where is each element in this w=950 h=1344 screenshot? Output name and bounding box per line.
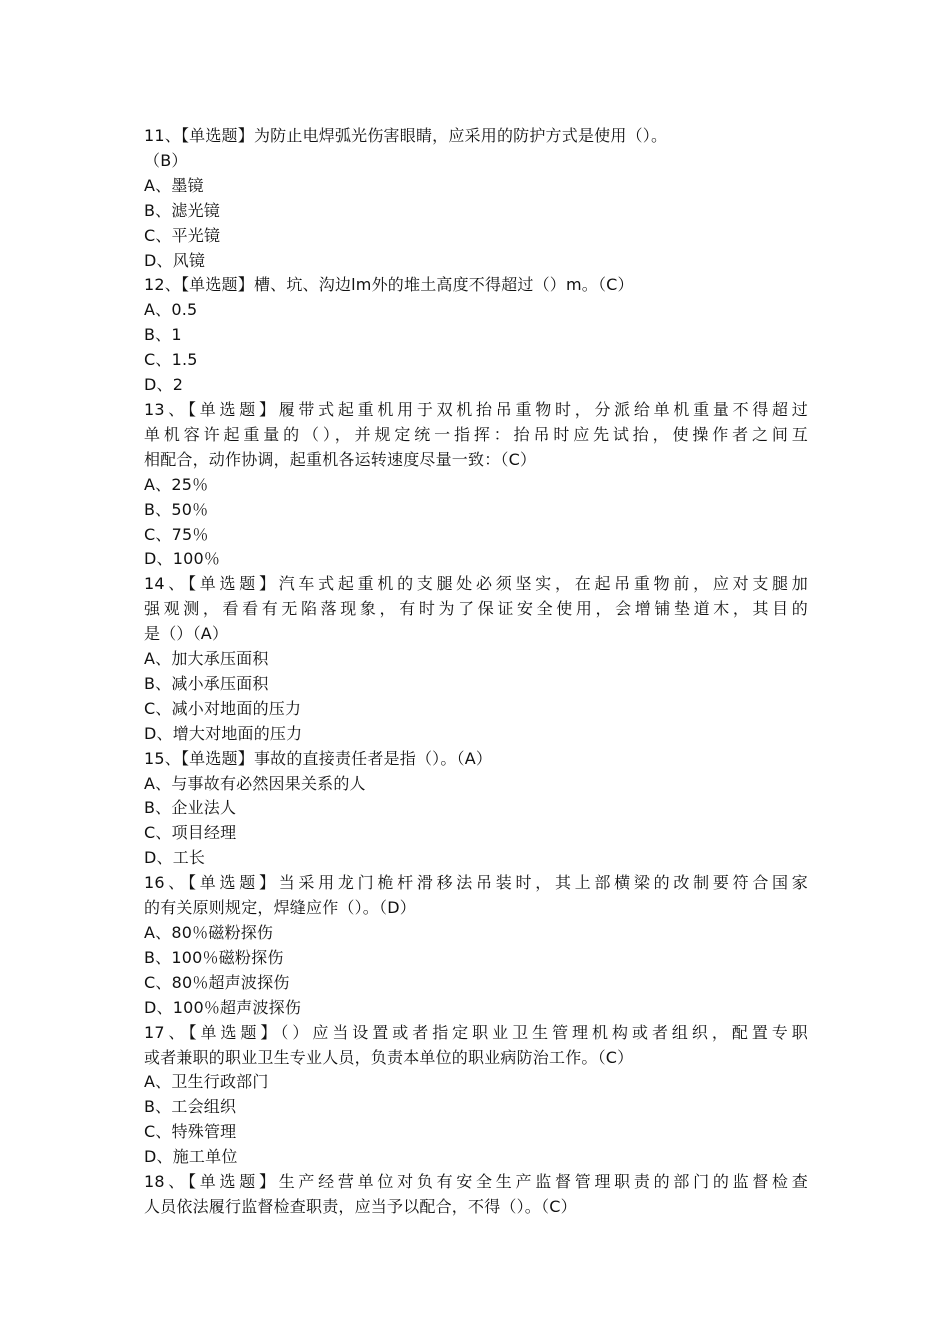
answer-option: A、0.5 [144,300,198,320]
question-text-line: 单机容许起重量的（），并规定统一指挥：抬吊时应先试抬，使操作者之间互 [144,424,808,444]
question-item [144,1021,808,1170]
question-text-line: 的有关原则规定，焊缝应作（）。（D） [144,898,416,918]
question-text-line: 18、【单选题】生产经营单位对负有安全生产监督管理职责的部门的监督检查 [144,1172,808,1192]
answer-option: B、工会组织 [144,1097,237,1117]
question-text-line: 或者兼职的职业卫生专业人员，负责本单位的职业病防治工作。（C） [144,1047,634,1067]
answer-option: B、100％磁粉探伤 [144,947,284,967]
answer-option: C、减小对地面的压力 [144,698,302,718]
answer-option: C、1.5 [144,350,198,370]
question-text-line: 是（）（A） [144,624,229,644]
answer-option: D、2 [144,375,184,395]
answer-option: A、与事故有必然因果关系的人 [144,773,366,793]
answer-option: A、25％ [144,474,209,494]
answer-option: D、风镜 [144,250,206,270]
answer-option: C、平光镜 [144,225,221,245]
question-text-line: 17、【单选题】（）应当设置或者指定职业卫生管理机构或者组织，配置专职 [144,1022,808,1042]
answer-option: A、加大承压面积 [144,649,269,669]
answer-option: D、增大对地面的压力 [144,723,303,743]
answer-option: B、滤光镜 [144,200,220,220]
answer-option: D、工长 [144,848,206,868]
answer-option: B、50％ [144,499,209,519]
answer-option: B、1 [144,325,182,345]
question-text-line: 人员依法履行监督检查职责，应当予以配合，不得（）。（C） [144,1196,577,1216]
answer-option: A、80％磁粉探伤 [144,923,274,942]
question-item [144,273,808,398]
question-text-line: 12、【单选题】槽、坑、沟边lm外的堆土高度不得超过（）m。（C） [144,275,634,295]
question-item [144,747,808,872]
answer-option: C、特殊管理 [144,1122,237,1142]
answer-option: D、施工单位 [144,1147,238,1167]
answer-option: A、卫生行政部门 [144,1072,269,1092]
question-text-line: （B） [144,150,188,170]
question-item [144,572,808,746]
question-text-line: 11、【单选题】为防止电焊弧光伤害眼睛，应采用的防护方式是使用（）。 [144,126,668,145]
question-item [144,398,808,572]
question-text-line: 15、【单选题】事故的直接责任者是指（）。（A） [144,748,493,768]
answer-option: C、项目经理 [144,823,237,843]
question-text-line: 13、【单选题】履带式起重机用于双机抬吊重物时，分派给单机重量不得超过 [144,399,808,419]
question-text-line: 相配合，动作协调，起重机各运转速度尽量一致：（C） [144,449,537,469]
question-text-line: 16、【单选题】当采用龙门桅杆滑移法吊装时，其上部横梁的改制要符合国家 [144,873,808,893]
answer-option: D、100％ [144,549,221,569]
answer-option: B、企业法人 [144,798,237,818]
question-item [144,871,808,1020]
answer-option: B、减小承压面积 [144,673,269,693]
answer-option: A、墨镜 [144,175,204,195]
question-text-line: 强观测，看看有无陷落现象，有时为了保证安全使用，会增铺垫道木，其目的 [144,599,808,619]
question-item [144,1170,808,1220]
answer-option: C、80％超声波探伤 [144,972,290,992]
document-body [144,124,808,1220]
answer-option: D、100％超声波探伤 [144,997,302,1017]
answer-option: C、75％ [144,524,209,544]
question-item [144,124,808,273]
question-text-line: 14、【单选题】汽车式起重机的支腿处必须坚实，在起吊重物前，应对支腿加 [144,574,808,594]
